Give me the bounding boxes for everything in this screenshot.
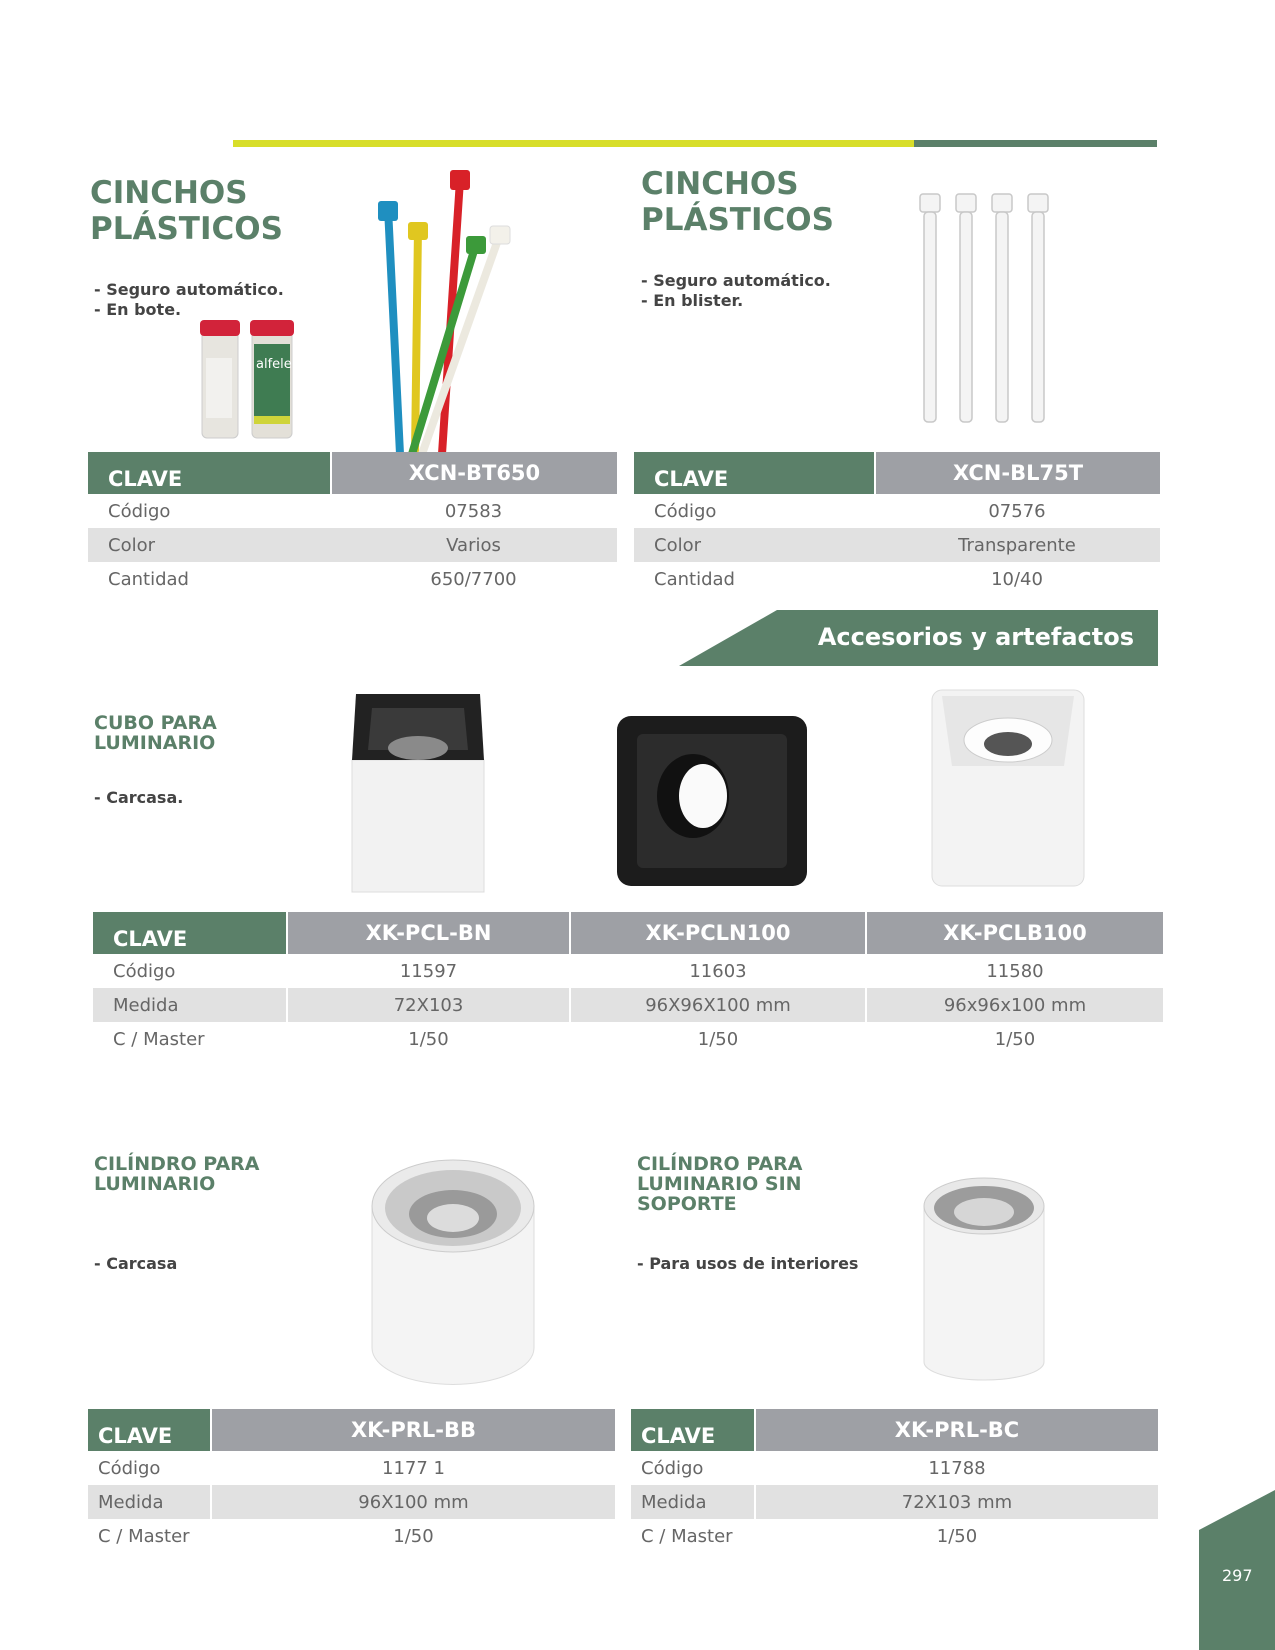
category-banner <box>679 610 1158 666</box>
product-title-cinchos-blister <box>641 167 834 238</box>
feature-list <box>637 1254 858 1274</box>
row-value: 1177 1 <box>210 1451 615 1485</box>
row-value: 07576 <box>988 500 1046 522</box>
table-header-row <box>93 912 1163 954</box>
table-row <box>634 528 1160 562</box>
row-value: 11603 <box>569 954 865 988</box>
row-label: Color <box>88 528 330 562</box>
row-value: 10/40 <box>991 568 1043 590</box>
clear-cable-ties-image <box>912 192 1052 434</box>
table-row <box>631 1519 1158 1553</box>
table-row <box>93 954 1163 988</box>
row-label: Cantidad <box>654 568 735 590</box>
product-code-header: XK-PRL-BB <box>210 1409 615 1451</box>
spec-table-xk-prl-bc <box>631 1409 1158 1553</box>
table-key-header: CLAVE <box>88 1409 210 1451</box>
table-key-header: CLAVE <box>634 452 874 494</box>
title-line: CUBO PARA <box>94 712 217 734</box>
title-line: PLÁSTICOS <box>641 201 834 238</box>
table-row <box>93 988 1163 1022</box>
product-code-header: XK-PCLB100 <box>865 912 1163 954</box>
feature-list <box>94 788 183 808</box>
feature-item: - Seguro automático. <box>94 280 284 299</box>
row-value: 1/50 <box>210 1519 615 1553</box>
white-cube-luminaire-image-2 <box>930 686 1090 892</box>
row-value: 96X96X100 mm <box>569 988 865 1022</box>
white-cylinder-luminaire-image <box>368 1152 538 1388</box>
title-line: CINCHOS <box>641 166 799 202</box>
table-row <box>88 1485 615 1519</box>
row-label: Medida <box>631 1485 754 1519</box>
product-title-cilindro-sin-soporte <box>637 1155 802 1215</box>
product-title-cubo <box>94 714 217 754</box>
row-label: C / Master <box>641 1525 733 1547</box>
row-value: 11580 <box>865 954 1163 988</box>
row-value: 07583 <box>444 500 503 522</box>
row-value: 1/50 <box>865 1022 1163 1056</box>
title-line: CILÍNDRO PARA <box>94 1153 260 1175</box>
feature-list <box>94 1254 177 1274</box>
row-value: 11597 <box>286 954 569 988</box>
banner-label: Accesorios y artefactos <box>817 623 1134 651</box>
row-label: Código <box>641 1457 704 1479</box>
row-value: 96X100 mm <box>210 1485 615 1519</box>
row-value: 72X103 mm <box>754 1485 1158 1519</box>
row-label: Código <box>113 960 176 982</box>
page-number: 297 <box>1222 1566 1253 1585</box>
table-header-row <box>631 1409 1158 1451</box>
table-key-header: CLAVE <box>88 452 330 494</box>
product-code-header: XK-PCLN100 <box>569 912 865 954</box>
jar-brand-label: alfelec <box>256 357 299 372</box>
feature-item: - Seguro automático. <box>641 271 831 290</box>
top-accent-bar-yellow <box>233 140 915 147</box>
product-code-header: XCN-BL75T <box>874 452 1160 494</box>
spec-table-xk-prl-bb <box>88 1409 615 1553</box>
title-line: PLÁSTICOS <box>90 210 283 247</box>
row-label: Código <box>108 500 171 522</box>
feature-item: - Para usos de interiores <box>637 1254 859 1273</box>
title-line: CINCHOS <box>90 175 248 211</box>
spec-table-xcn-bt650 <box>88 452 617 596</box>
title-line: SOPORTE <box>637 1192 737 1215</box>
white-cube-luminaire-image <box>350 690 488 896</box>
row-label: Cantidad <box>108 568 189 590</box>
table-row <box>634 562 1160 596</box>
cable-tie-jars-image <box>196 318 300 443</box>
row-label: C / Master <box>98 1525 190 1547</box>
white-cylinder-interior-luminaire-image <box>920 1176 1048 1382</box>
product-code-header: XCN-BT650 <box>330 452 617 494</box>
row-label: Color <box>634 528 874 562</box>
table-key-header: CLAVE <box>631 1409 754 1451</box>
row-value: Varios <box>330 528 617 562</box>
feature-item: - En bote. <box>94 300 182 319</box>
table-row <box>93 1022 1163 1056</box>
row-value: Transparente <box>874 528 1160 562</box>
table-row <box>88 528 617 562</box>
feature-list <box>94 280 284 320</box>
black-cube-luminaire-image <box>615 704 823 890</box>
table-key-header: CLAVE <box>93 912 286 954</box>
title-line: LUMINARIO <box>94 1172 216 1195</box>
table-header-row <box>88 1409 615 1451</box>
table-row <box>634 494 1160 528</box>
product-title-cilindro <box>94 1155 259 1195</box>
table-row <box>88 1519 615 1553</box>
product-code-header: XK-PRL-BC <box>754 1409 1158 1451</box>
row-value: 72X103 <box>286 988 569 1022</box>
row-value: 1/50 <box>754 1519 1158 1553</box>
table-row <box>88 562 617 596</box>
row-label: Medida <box>93 988 286 1022</box>
row-value: 1/50 <box>569 1022 865 1056</box>
row-label: C / Master <box>113 1028 205 1050</box>
table-header-row <box>88 452 617 494</box>
table-row <box>88 1451 615 1485</box>
row-label: Medida <box>88 1485 210 1519</box>
spec-table-cubo <box>93 912 1163 1056</box>
title-line: LUMINARIO <box>94 731 216 754</box>
table-header-row <box>634 452 1160 494</box>
table-row <box>631 1451 1158 1485</box>
colored-cable-ties-image <box>370 168 520 454</box>
table-row <box>631 1485 1158 1519</box>
table-row <box>88 494 617 528</box>
row-label: Código <box>654 500 717 522</box>
top-accent-bar-green <box>914 140 1157 147</box>
product-title-cinchos-bote <box>90 176 283 247</box>
spec-table-xcn-bl75t <box>634 452 1160 596</box>
row-value: 1/50 <box>286 1022 569 1056</box>
row-label: Código <box>98 1457 161 1479</box>
row-value: 96x96x100 mm <box>865 988 1163 1022</box>
feature-item: - Carcasa. <box>94 788 184 807</box>
feature-list <box>641 271 831 311</box>
title-line: CILÍNDRO PARA <box>637 1153 803 1175</box>
feature-item: - En blister. <box>641 291 744 310</box>
row-value: 650/7700 <box>430 568 517 590</box>
product-code-header: XK-PCL-BN <box>286 912 569 954</box>
title-line: LUMINARIO SIN <box>637 1172 802 1195</box>
row-value: 11788 <box>754 1451 1158 1485</box>
feature-item: - Carcasa <box>94 1254 178 1273</box>
